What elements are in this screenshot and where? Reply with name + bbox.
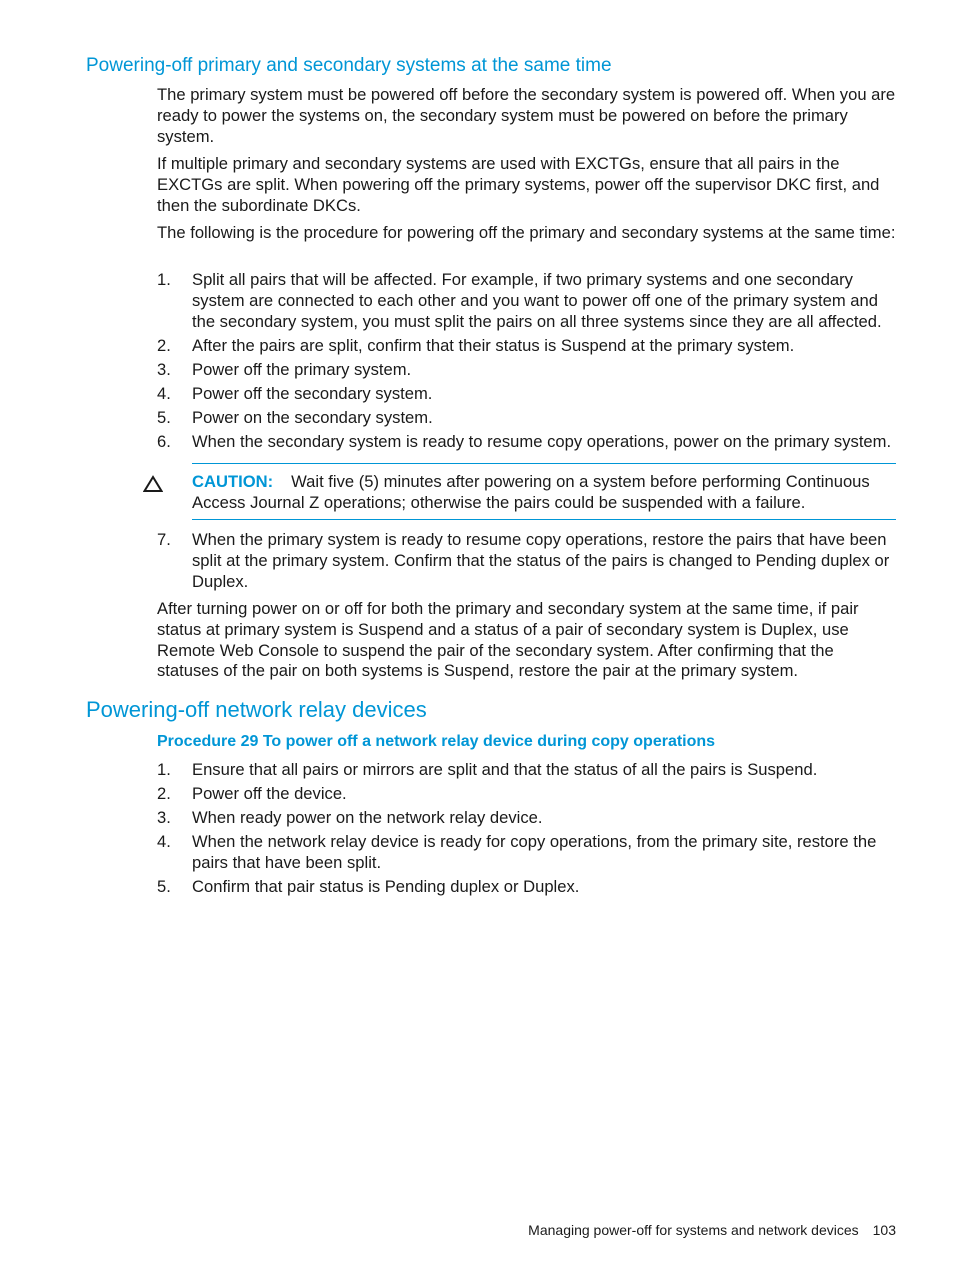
step-number: 6.	[157, 431, 171, 451]
step-text: Confirm that pair status is Pending duplex or Duplex.	[192, 876, 580, 896]
list-item	[157, 877, 899, 898]
step-text: When the network relay device is ready for copy operations, from the primary site, restore the pairs that have been split.	[192, 831, 877, 872]
section-title-power-off-same-time: Powering-off primary and secondary systems at the same time	[86, 55, 612, 76]
list-item	[157, 408, 899, 429]
step-number: 1.	[157, 270, 171, 289]
list-item	[157, 784, 899, 805]
step-text: After the pairs are split, confirm that their status is Suspend at the primary system.	[192, 335, 795, 355]
list-item	[157, 760, 899, 781]
caution-note	[192, 463, 896, 520]
paragraph-exctg: If multiple primary and secondary systems are used with EXCTGs, ensure that all pairs in the EXCTGs are split. When powering off the primary systems, power off the supervisor DKC first, and then the subordinate DKCs.	[157, 154, 880, 215]
warning-triangle-icon	[143, 475, 163, 493]
step-text: Power on the secondary system.	[192, 407, 433, 427]
paragraph-procedure-intro: The following is the procedure for powering off the primary and secondary systems at the same time:	[157, 223, 896, 242]
page-number: 103	[872, 1222, 896, 1238]
step-number: 5.	[157, 407, 171, 427]
procedure-steps-list	[157, 270, 899, 456]
step-text: Power off the secondary system.	[192, 383, 433, 403]
step-number: 5.	[157, 876, 171, 896]
list-item	[157, 360, 899, 381]
step-number: 3.	[157, 807, 171, 827]
procedure-title: Procedure 29 To power off a network relay device during copy operations	[157, 733, 716, 750]
list-item	[157, 808, 899, 829]
step-text: When ready power on the network relay device.	[192, 807, 543, 827]
step-text: When the primary system is ready to resume copy operations, restore the pairs that have been split at the primary system. Confirm that the status of the pairs is changed to Pending duplex or Duplex.	[192, 530, 890, 591]
list-item	[157, 832, 899, 874]
step-number: 3.	[157, 359, 171, 379]
step-number: 2.	[157, 335, 171, 355]
step-text: When the secondary system is ready to resume copy operations, power on the primary system.	[192, 431, 892, 451]
step-text: Power off the primary system.	[192, 359, 412, 379]
caution-text: Wait five (5) minutes after powering on a system before performing Continuous Access Journal Z operations; otherwise the pairs could be suspended with a failure.	[192, 472, 870, 512]
step-text: Split all pairs that will be affected. For example, if two primary systems and one secondary system are connected to each other and you want to power off one of the primary system and the secondary system, you must split the pairs on all three systems since they are all affected.	[192, 270, 882, 331]
list-item	[157, 270, 899, 332]
list-item	[157, 336, 899, 357]
step-number: 7.	[157, 530, 171, 549]
list-item	[157, 384, 899, 405]
list-item	[157, 432, 899, 453]
procedure-steps-list-continued	[157, 530, 899, 596]
step-text: Power off the device.	[192, 783, 347, 803]
step-number: 4.	[157, 383, 171, 403]
page-footer	[528, 1222, 896, 1238]
step-number: 4.	[157, 831, 171, 851]
caution-label: CAUTION:	[192, 472, 274, 491]
paragraph-after-power: After turning power on or off for both the primary and secondary system at the same time, if pair status at primary system is Suspend and a status of a pair of secondary system is Duplex, use Remote Web Console to suspend the pair of the secondary system. After confirming that the statuses of the pair on both systems is Suspend, restore the pair at the primary system.	[157, 599, 859, 681]
step-text: Ensure that all pairs or mirrors are split and that the status of all the pairs is Suspend.	[192, 760, 818, 779]
footer-chapter-title: Managing power-off for systems and network devices	[528, 1222, 859, 1238]
section-title-network-relay: Powering-off network relay devices	[86, 697, 427, 722]
paragraph-power-order: The primary system must be powered off before the secondary system is powered off. When you are ready to power the systems on, the secondary system must be powered on before the primary system.	[157, 85, 896, 146]
step-number: 1.	[157, 760, 171, 779]
network-relay-steps-list	[157, 760, 899, 901]
step-number: 2.	[157, 783, 171, 803]
list-item	[157, 530, 899, 592]
